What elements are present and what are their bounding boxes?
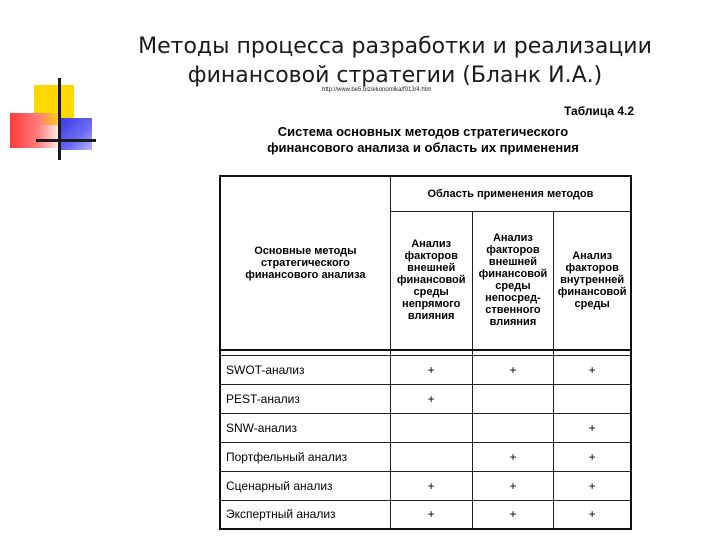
logo-horizontal-line [36, 139, 96, 142]
method-name: Экспертный анализ [220, 500, 390, 529]
source-url-link[interactable]: http://www.be5.biz/ekonomika/f013/4.htm [322, 87, 432, 93]
mark-cell [472, 413, 554, 442]
mark-cell: + [390, 384, 472, 413]
method-name: PEST-анализ [220, 384, 390, 413]
table-row [220, 384, 631, 413]
table-row [220, 500, 631, 529]
slide-title-line-1: Методы процесса разработки и реализации [138, 34, 652, 59]
column-header-direct: Анализ факторов внешней финансовой среды непосред-ственного влияния [472, 211, 554, 350]
mark-cell: + [554, 355, 631, 384]
mark-cell: + [390, 471, 472, 500]
slide-title [135, 32, 655, 90]
mark-cell: + [472, 355, 554, 384]
method-name: Портфельный анализ [220, 442, 390, 471]
table-row [220, 442, 631, 471]
table-caption-line-2: финансового анализа и область их применения [267, 140, 579, 155]
mark-cell: + [554, 413, 631, 442]
table-number: Таблица 4.2 [564, 104, 635, 118]
method-name: SNW-анализ [220, 413, 390, 442]
logo-vertical-line [58, 78, 61, 160]
logo-blue-square [60, 118, 92, 150]
mark-cell [554, 384, 631, 413]
column-header-internal: Анализ факторов внутренней финансовой среды [554, 211, 631, 350]
mark-cell: + [554, 471, 631, 500]
mark-cell: + [472, 442, 554, 471]
method-name: SWOT-анализ [220, 355, 390, 384]
mark-cell [472, 384, 554, 413]
table-caption-line-1: Система основных методов стратегического [277, 124, 569, 139]
table-row [220, 355, 631, 384]
table-caption [228, 124, 618, 156]
mark-cell: + [554, 500, 631, 529]
slide-title-line-2: финансовой стратегии (Бланк И.А.) [187, 63, 603, 88]
table-row [220, 471, 631, 500]
methods-table [219, 175, 632, 530]
mark-cell: + [472, 500, 554, 529]
mark-cell [390, 442, 472, 471]
mark-cell [390, 413, 472, 442]
mark-cell: + [554, 442, 631, 471]
area-column-header: Область применения методов [390, 176, 631, 211]
column-header-indirect: Анализ факторов внешней финансовой среды непрямого влияния [390, 211, 472, 350]
mark-cell: + [390, 500, 472, 529]
mark-cell: + [472, 471, 554, 500]
method-name: Сценарный анализ [220, 471, 390, 500]
table-row [220, 413, 631, 442]
logo-red-bar [10, 113, 60, 148]
methods-column-header: Основные методы стратегического финансового анализа [220, 176, 390, 350]
mark-cell: + [390, 355, 472, 384]
